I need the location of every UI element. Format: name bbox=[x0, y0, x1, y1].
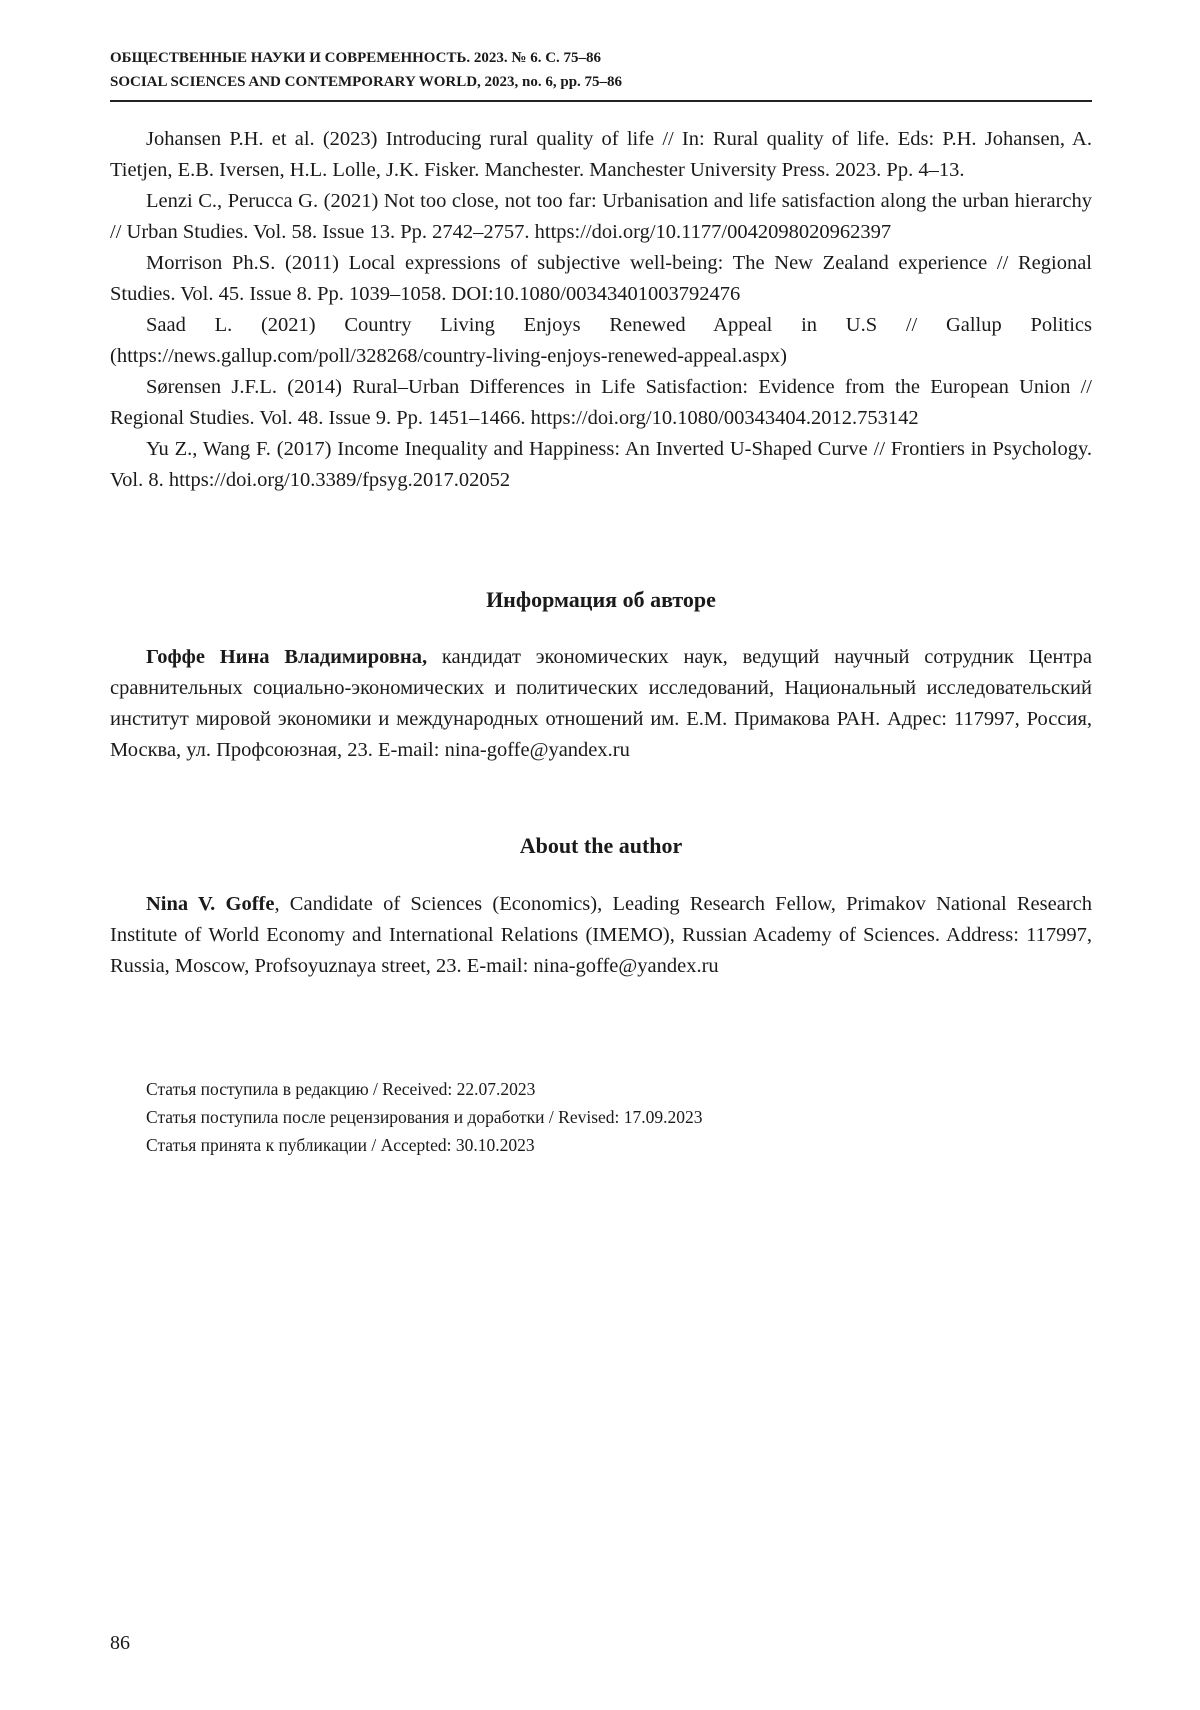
header-rule bbox=[110, 100, 1092, 102]
running-head bbox=[110, 46, 1092, 94]
author-description-ru: кандидат экономических наук, ведущий научный сотрудник Центра сравнительных социально-экономических и политических исследований, Национальный исследовательский институт мировой экономики и международных отношений им. Е.М. Примакова РАН. Адрес: 117997, Россия, Москва, ул. Профсоюзная, 23. E-mail: nina-goffe@yandex.ru bbox=[110, 646, 1092, 761]
reference-item: Lenzi C., Perucca G. (2021) Not too close, not too far: Urbanisation and life satisfaction along the urban hierarchy // Urban Studies. Vol. 58. Issue 13. Pp. 2742–2757. https://doi.org/10.1177/0042098020962397 bbox=[110, 190, 1092, 243]
reference-item: Yu Z., Wang F. (2017) Income Inequality and Happiness: An Inverted U-Shaped Curve // Frontiers in Psychology. Vol. 8. https://doi.org/10.3389/fpsyg.2017.02052 bbox=[110, 438, 1092, 491]
running-head-en: SOCIAL SCIENCES AND CONTEMPORARY WORLD, 2023, no. 6, pp. 75–86 bbox=[110, 74, 623, 90]
reference-item: Johansen P.H. et al. (2023) Introducing rural quality of life // In: Rural quality of life. Eds: P.H. Johansen, A. Tietjen, E.B. Iversen, H.L. Lolle, J.K. Fisker. Manchester. Manchester University Press. 2023. Pp. 4–13. bbox=[110, 128, 1092, 181]
reference-list bbox=[110, 124, 1092, 496]
author-info-ru bbox=[110, 642, 1092, 766]
received-date: Статья поступила в редакцию / Received: 22.07.2023 bbox=[146, 1079, 536, 1099]
author-description-en: , Candidate of Sciences (Economics), Leading Research Fellow, Primakov National Research Institute of World Economy and International Relations (IMEMO), Russian Academy of Sciences. Address: 117997, Russia, Moscow, Profsoyuznaya street, 23. E-mail: nina-goffe@yandex.ru bbox=[110, 893, 1092, 977]
reference-item: Morrison Ph.S. (2011) Local expressions of subjective well-being: The New Zealand experience // Regional Studies. Vol. 45. Issue 8. Pp. 1039–1058. DOI:10.1080/00343401003792476 bbox=[110, 252, 1092, 305]
reference-item: Saad L. (2021) Country Living Enjoys Renewed Appeal in U.S // Gallup Politics (https://news.gallup.com/poll/328268/country-living-enjoys-renewed-appeal.aspx) bbox=[110, 314, 1092, 367]
author-info-title-ru: Информация об авторе bbox=[486, 587, 716, 612]
author-name-ru: Гоффе Нина Владимировна, bbox=[146, 646, 428, 668]
revised-date: Статья поступила после рецензирования и доработки / Revised: 17.09.2023 bbox=[146, 1107, 703, 1127]
author-info-en bbox=[110, 889, 1092, 982]
author-name-en: Nina V. Goffe bbox=[146, 893, 275, 915]
reference-item: Sørensen J.F.L. (2014) Rural–Urban Differences in Life Satisfaction: Evidence from the European Union // Regional Studies. Vol. 48. Issue 9. Pp. 1451–1466. https://doi.org/10.1080/00343404.2012.753142 bbox=[110, 376, 1092, 429]
author-info-title-en: About the author bbox=[519, 833, 683, 858]
article-dates bbox=[146, 1075, 703, 1159]
accepted-date: Статья принята к публикации / Accepted: 30.10.2023 bbox=[146, 1135, 535, 1155]
page-number: 86 bbox=[110, 1632, 130, 1654]
running-head-ru: ОБЩЕСТВЕННЫЕ НАУКИ И СОВРЕМЕННОСТЬ. 2023. № 6. С. 75–86 bbox=[110, 50, 602, 66]
